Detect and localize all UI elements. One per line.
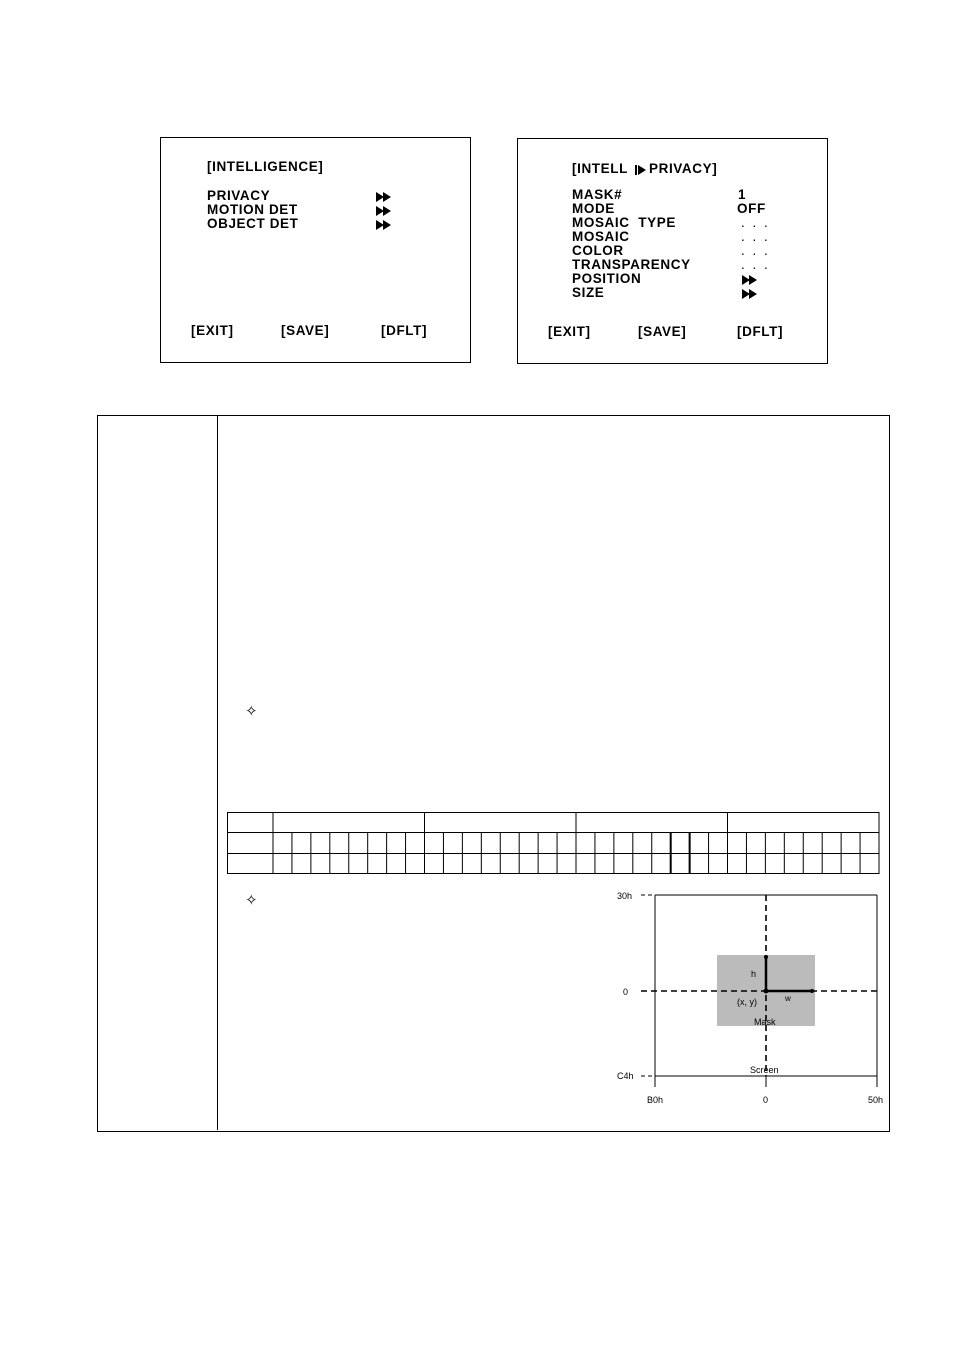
transparency-value[interactable]: . . . bbox=[741, 257, 770, 272]
menu-item-object-det[interactable]: OBJECT DET bbox=[207, 216, 299, 231]
menu-item-mask[interactable]: MASK# bbox=[572, 187, 623, 202]
menu-item-position[interactable]: POSITION bbox=[572, 271, 642, 286]
bullet-star-icon: ✧ bbox=[245, 892, 258, 909]
height-arrow-end bbox=[764, 955, 768, 959]
menu-item-motion-det[interactable]: MOTION DET bbox=[207, 202, 298, 217]
y-label-mid: 0 bbox=[623, 987, 629, 997]
intelligence-menu bbox=[160, 137, 471, 363]
screen-label: Screen bbox=[750, 1065, 779, 1075]
default-button[interactable]: [DFLT] bbox=[737, 324, 784, 339]
menu-item-mode[interactable]: MODE bbox=[572, 201, 615, 216]
table-column-divider bbox=[217, 416, 218, 1130]
save-button[interactable]: [SAVE] bbox=[281, 323, 330, 338]
privacy-menu bbox=[517, 138, 828, 364]
mosaic-value[interactable]: . . . bbox=[741, 229, 770, 244]
bullet-star-icon: ✧ bbox=[245, 703, 258, 720]
intelligence-menu-title: [INTELLIGENCE] bbox=[207, 159, 324, 174]
mask-value[interactable]: 1 bbox=[738, 187, 747, 202]
width-arrow-end bbox=[810, 989, 814, 993]
xy-label: (x, y) bbox=[737, 997, 757, 1007]
mode-value[interactable]: OFF bbox=[737, 201, 766, 216]
mask-position-diagram bbox=[605, 885, 890, 1107]
save-button[interactable]: [SAVE] bbox=[638, 324, 687, 339]
double-arrow-icon[interactable] bbox=[376, 220, 392, 230]
y-label-top: 30h bbox=[617, 891, 633, 901]
exit-button[interactable]: [EXIT] bbox=[548, 324, 591, 339]
menu-item-transparency[interactable]: TRANSPARENCY bbox=[572, 257, 691, 272]
exit-button[interactable]: [EXIT] bbox=[191, 323, 234, 338]
default-button[interactable]: [DFLT] bbox=[381, 323, 428, 338]
menu-item-privacy[interactable]: PRIVACY bbox=[207, 188, 271, 203]
mosaic-type-value[interactable]: . . . bbox=[741, 215, 770, 230]
menu-item-size[interactable]: SIZE bbox=[572, 285, 605, 300]
menu-item-color[interactable]: COLOR bbox=[572, 243, 624, 258]
h-label: h bbox=[751, 969, 757, 979]
double-arrow-icon[interactable] bbox=[376, 206, 392, 216]
double-arrow-icon[interactable] bbox=[742, 275, 758, 285]
privacy-menu-title-right: PRIVACY] bbox=[649, 161, 718, 176]
x-label-left: B0h bbox=[647, 1095, 664, 1105]
mask-label: Mask bbox=[754, 1017, 776, 1027]
w-label: w bbox=[785, 994, 791, 1003]
double-arrow-icon[interactable] bbox=[742, 289, 758, 299]
origin-point bbox=[764, 989, 769, 994]
menu-item-mosaic-type[interactable]: MOSAIC TYPE bbox=[572, 215, 676, 230]
register-grid bbox=[227, 812, 880, 874]
x-label-mid: 0 bbox=[763, 1095, 769, 1105]
menu-item-mosaic[interactable]: MOSAIC bbox=[572, 229, 630, 244]
color-value[interactable]: . . . bbox=[741, 243, 770, 258]
y-label-bottom: C4h bbox=[617, 1071, 634, 1081]
privacy-menu-title-left: [INTELL bbox=[572, 161, 628, 176]
double-arrow-icon[interactable] bbox=[376, 192, 392, 202]
breadcrumb-arrow-icon bbox=[635, 165, 647, 175]
x-label-right: 50h bbox=[868, 1095, 884, 1105]
